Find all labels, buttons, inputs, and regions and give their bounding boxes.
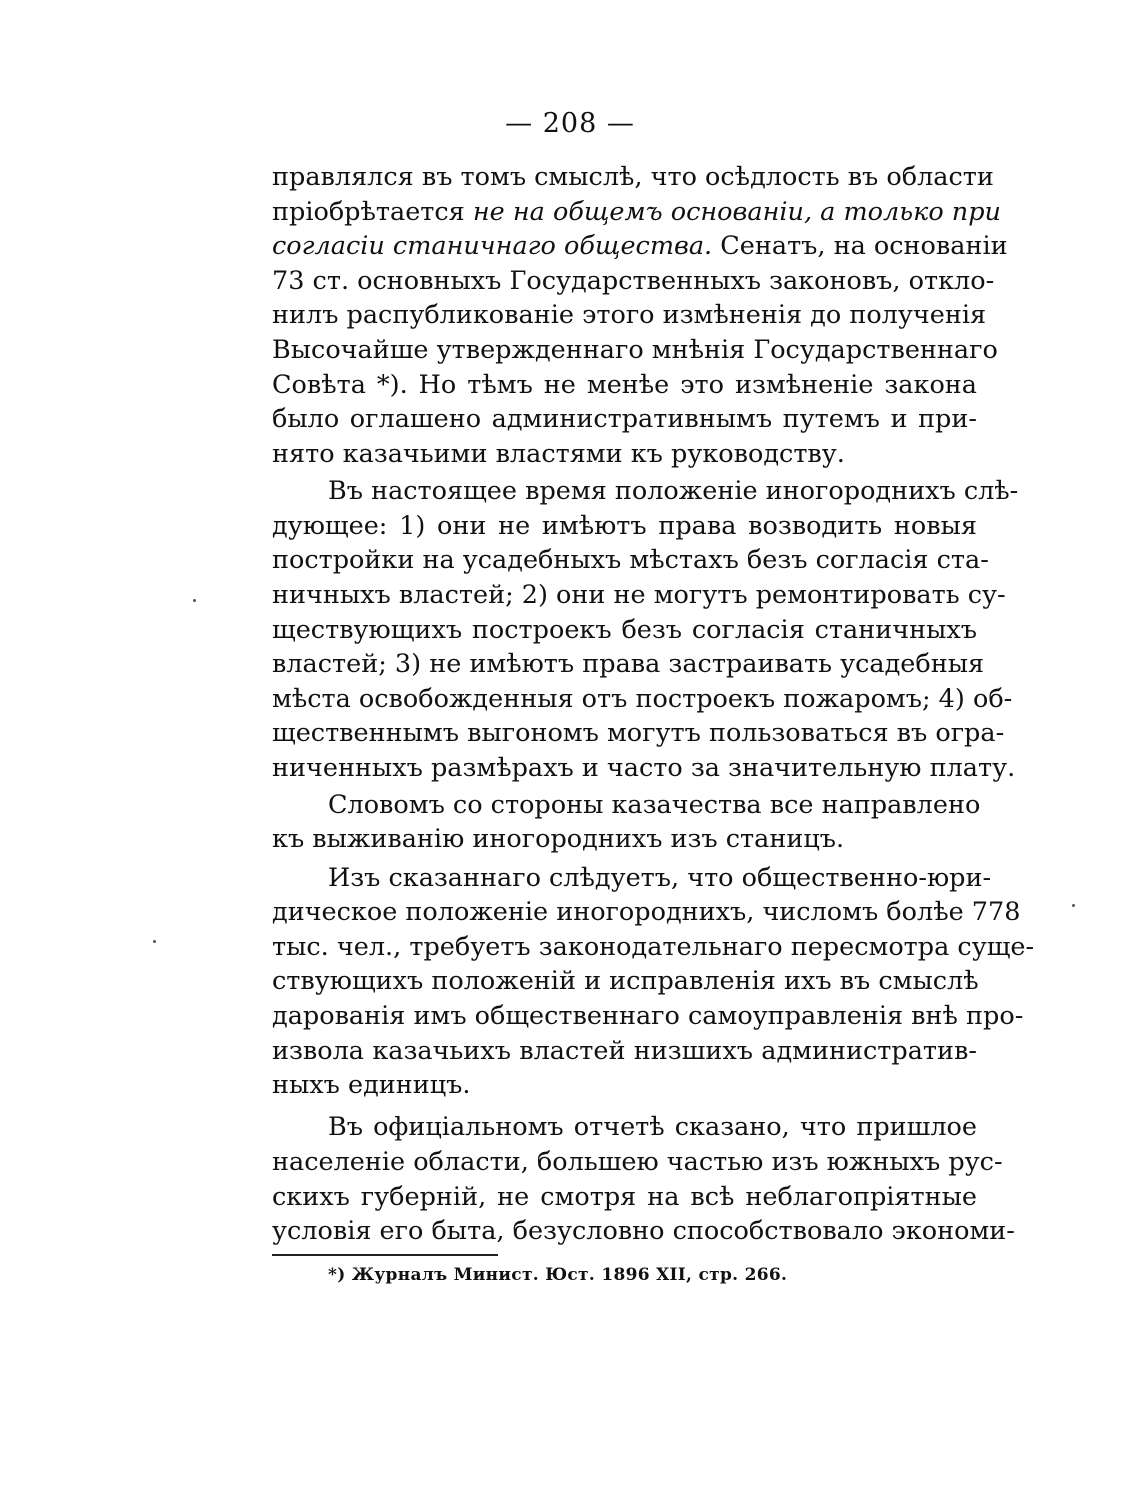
scan-speck <box>153 940 156 943</box>
italic-run: не на общемъ основаніи, а только при <box>472 197 1001 227</box>
text-line <box>272 195 1001 229</box>
scan-speck <box>193 599 196 602</box>
text-line: условія его быта, безусловно способствовало экономи- <box>272 1216 1015 1246</box>
text-line: населеніе области, большею частью изъ южныхъ рус- <box>272 1147 1003 1177</box>
text-line: правлялся въ томъ смыслѣ, что осѣдлость въ области <box>272 162 994 192</box>
text-line: скихъ губерній, не смотря на всѣ неблагопріятные <box>272 1182 977 1212</box>
page-number: — 208 — <box>505 108 635 139</box>
text-line: извола казачьихъ властей низшихъ административ- <box>272 1036 977 1066</box>
text-line: тыс. чел., требуетъ законодательнаго пересмотра суще- <box>272 932 1035 962</box>
text-run: пріобрѣтается <box>272 197 473 227</box>
text-line: дарованія имъ общественнаго самоуправленія внѣ про- <box>272 1001 1024 1031</box>
scan-speck <box>1072 904 1075 907</box>
text-line: постройки на усадебныхъ мѣстахъ безъ согласія ста- <box>272 545 989 575</box>
text-line: ществующихъ построекъ безъ согласія станичныхъ <box>272 615 977 645</box>
text-line: Въ офиціальномъ отчетѣ сказано, что пришлое <box>328 1112 977 1142</box>
italic-run: согласіи станичнаго общества. <box>272 231 713 261</box>
text-line <box>272 229 1008 263</box>
text-line: Совѣта *). Но тѣмъ не менѣе это измѣненіе закона <box>272 370 977 400</box>
text-line: щественнымъ выгономъ могутъ пользоваться въ огра- <box>272 718 1005 748</box>
text-line: было оглашено административнымъ путемъ и при- <box>272 404 977 434</box>
text-line: властей; 3) не имѣютъ права застраивать усадебныя <box>272 649 985 679</box>
footnote: *) Журналъ Минист. Юст. 1896 XII, стр. 266. <box>328 1265 788 1285</box>
text-line: Въ настоящее время положеніе иногороднихъ слѣ- <box>328 476 1019 506</box>
text-line: ныхъ единицъ. <box>272 1070 471 1100</box>
text-line: нято казачьими властями къ руководству. <box>272 439 845 469</box>
text-line: нилъ распубликованіе этого измѣненія до полученія <box>272 300 987 330</box>
footnote-rule <box>272 1254 498 1256</box>
text-run: Сенатъ, на основаніи <box>712 231 1008 261</box>
text-line: ствующихъ положеній и исправленія ихъ въ смыслѣ <box>272 966 979 996</box>
text-line: Высочайше утвержденнаго мнѣнія Государственнаго <box>272 335 998 365</box>
text-line: Изъ сказаннаго слѣдуетъ, что общественно-юри- <box>328 863 992 893</box>
text-line: ничныхъ властей; 2) они не могутъ ремонтировать су- <box>272 580 1006 610</box>
text-line: мѣста освобожденныя отъ построекъ пожаромъ; 4) об- <box>272 684 1013 714</box>
text-line: 73 ст. основныхъ Государственныхъ законовъ, откло- <box>272 266 995 296</box>
text-line: дическое положеніе иногороднихъ, числомъ болѣе 778 <box>272 897 1021 927</box>
text-line: ниченныхъ размѣрахъ и часто за значительную плату. <box>272 753 1016 783</box>
text-line: Словомъ со стороны казачества все направлено <box>328 790 981 820</box>
text-line: дующее: 1) они не имѣютъ права возводить новыя <box>272 511 977 541</box>
text-line: къ выживанію иногороднихъ изъ станицъ. <box>272 824 845 854</box>
